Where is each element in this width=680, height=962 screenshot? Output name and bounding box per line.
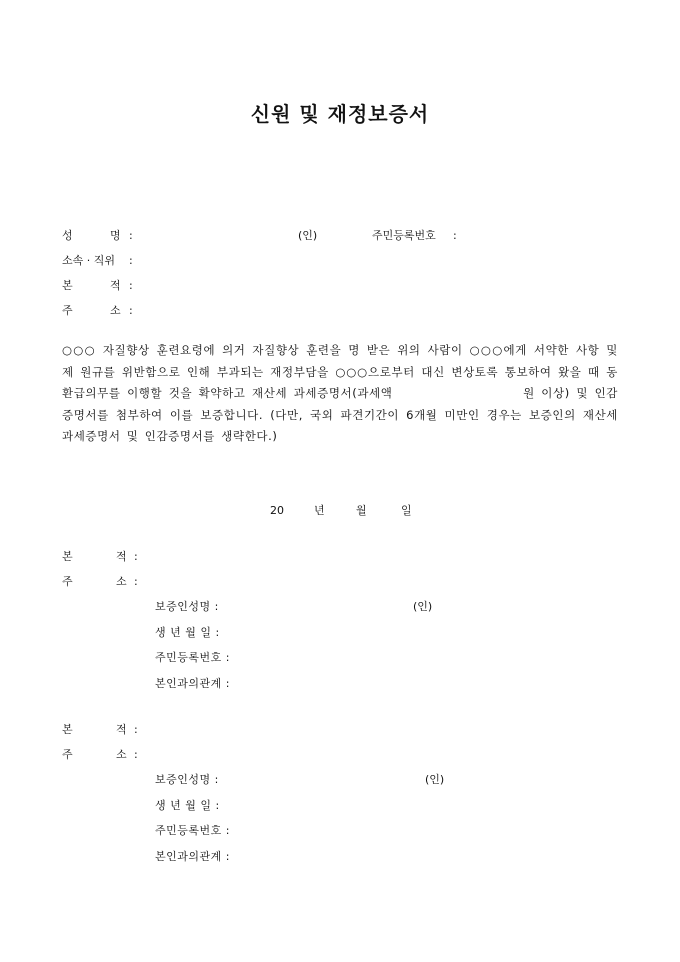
guarantor-address-colon: : [134, 575, 138, 588]
affiliation-colon: : [129, 254, 133, 267]
address-colon: : [129, 304, 133, 317]
document-title: 신원 및 재정보증서 [250, 102, 430, 126]
guarantor-domicile-colon: : [134, 550, 138, 563]
name-colon: : [129, 229, 133, 242]
guarantor-domicile-label-2: 적 [116, 550, 127, 563]
date-day: 일 [401, 504, 412, 517]
guarantor-relation-label: 본인과의관계 : [155, 677, 230, 690]
guarantor-domicile-label-1: 본 [62, 550, 73, 563]
guarantor-rrn-label: 주민등록번호 : [155, 824, 230, 837]
statement-gap [392, 386, 523, 400]
guarantor-domicile-label-2: 적 [116, 723, 127, 736]
domicile-label-2: 적 [110, 279, 121, 292]
guarantor-address-colon: : [134, 748, 138, 761]
name-label-2: 명 [110, 229, 121, 242]
domicile-label-1: 본 [62, 279, 73, 292]
statement-part-1: ○○○ 자질향상 훈련요령에 의거 자질향상 훈련을 명 받은 위의 사람이 ○○○에게 서약한 사항 및 제 원규를 위반함으로 인해 부과되는 재정부담을 ○○○으로부터 대신 변상토록 통보하여 왔을 때 동 환급의무를 이행할 것을 확약하고 재산세 과세증명서(과세액 [62, 343, 618, 401]
guarantor-rrn-label: 주민등록번호 : [155, 651, 230, 664]
statement-note: (다만, 국외 파견기간이 6개월 미만인 경우는 보증인의 재산세 과세증명서 및 인감증명서를 생략한다.) [62, 407, 619, 444]
guarantee-statement [62, 340, 618, 448]
guarantor-address-label-1: 주 [62, 575, 73, 588]
guarantor-birth-label: 생 년 월 일 : [155, 626, 220, 639]
statement-part-2: 원 이상) 및 인감증명서를 첨부하여 이를 보증합니다. [62, 386, 618, 422]
guarantor-domicile-colon: : [134, 723, 138, 736]
domicile-colon: : [129, 279, 133, 292]
guarantor-address-label-1: 주 [62, 748, 73, 761]
address-label-2: 소 [110, 304, 121, 317]
guarantor-seal: (인) [425, 773, 445, 786]
guarantor-address-label-2: 소 [116, 575, 127, 588]
applicant-seal: (인) [298, 229, 318, 242]
guarantor-seal: (인) [413, 600, 433, 613]
rrn-colon: : [453, 229, 457, 242]
guarantor-name-label: 보증인성명 : [155, 600, 219, 613]
guarantor-birth-label: 생 년 월 일 : [155, 799, 220, 812]
date-year-prefix: 20 [270, 504, 284, 517]
rrn-label: 주민등록번호 [372, 229, 436, 242]
date-year: 년 [314, 504, 325, 517]
guarantor-name-label: 보증인성명 : [155, 773, 219, 786]
guarantor-relation-label: 본인과의관계 : [155, 850, 230, 863]
date-month: 월 [356, 504, 367, 517]
name-label-1: 성 [62, 229, 73, 242]
guarantor-address-label-2: 소 [116, 748, 127, 761]
guarantor-domicile-label-1: 본 [62, 723, 73, 736]
address-label-1: 주 [62, 304, 73, 317]
affiliation-label: 소속 · 직위 [62, 254, 115, 267]
